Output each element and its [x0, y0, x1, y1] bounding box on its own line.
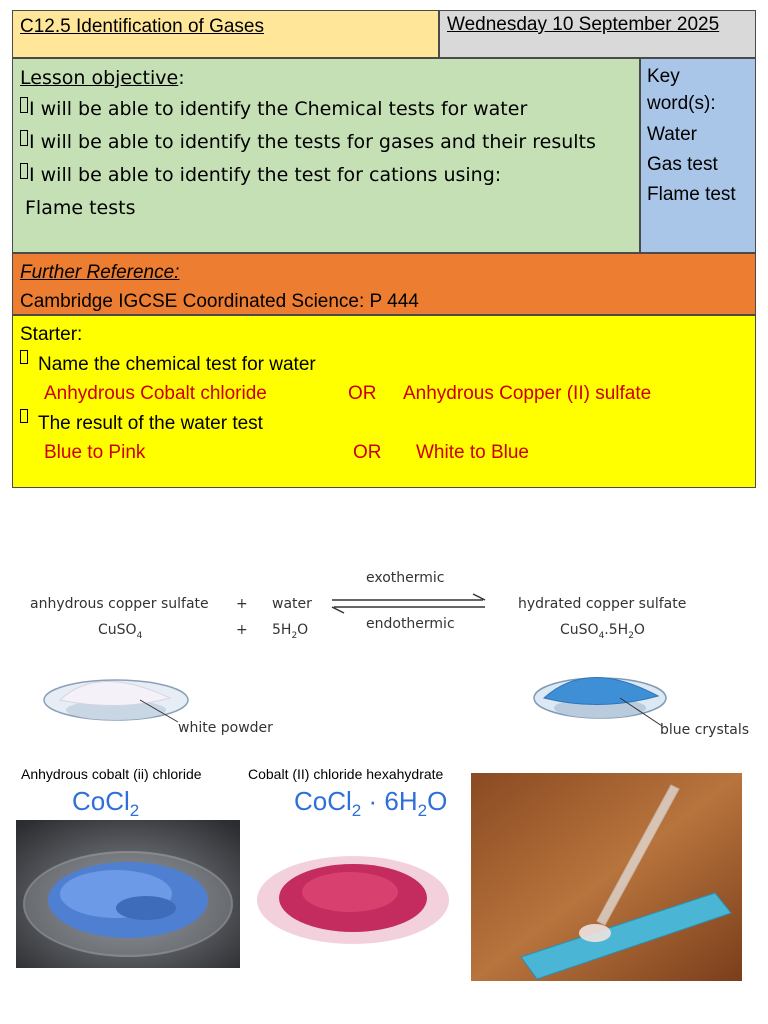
forward-label: exothermic: [366, 570, 445, 586]
starter-question-1: Name the chemical test for water: [38, 353, 316, 375]
answer-2-left: Blue to Pink: [44, 442, 146, 463]
keywords-heading: Key word(s):: [647, 66, 716, 114]
bullet-icon: [20, 409, 28, 423]
objective-item: [20, 93, 632, 126]
white-powder-caption: white powder: [178, 720, 273, 736]
answer-2-or: OR: [353, 442, 382, 463]
reactant-2-formula: $5H_2O$: [272, 622, 309, 641]
answer-1-right: Anhydrous Copper (II) sulfate: [403, 383, 652, 404]
cobalt-paper-test-photo: [471, 773, 742, 981]
product-formula: $CuSO_4.5H_2O$: [560, 622, 645, 641]
objective-colon: :: [178, 67, 185, 89]
objective-sub-item: Flame tests: [25, 197, 136, 219]
objective-heading-text: Lesson objective: [20, 67, 179, 89]
starter-question-2: The result of the water test: [38, 412, 263, 434]
objective-item: [20, 159, 632, 192]
answer-1-left: Anhydrous Cobalt chloride: [44, 383, 267, 404]
reactant-1-label: anhydrous copper sulfate: [30, 596, 209, 612]
plus-sign: +: [236, 622, 248, 638]
reference-text: Cambridge IGCSE Coordinated Science: P 444: [20, 291, 419, 312]
bullet-icon: [20, 97, 28, 113]
lesson-title: C12.5 Identification of Gases: [12, 10, 439, 58]
anhydrous-cobalt-label: Anhydrous cobalt (ii) chloride: [21, 766, 202, 782]
objective-heading: [20, 63, 632, 93]
objective-panel: [12, 58, 640, 253]
objective-item-text: I will be able to identify the Chemical tests for water: [29, 98, 528, 120]
objective-item-text: I will be able to identify the test for cations using:: [29, 164, 502, 186]
objective-item: [20, 126, 632, 159]
bullet-icon: [20, 130, 28, 146]
reference-heading: Further Reference:: [20, 262, 180, 283]
cobalt-hexahydrate-label: Cobalt (II) chloride hexahydrate: [248, 766, 444, 782]
lesson-date: Wednesday 10 September 2025: [439, 10, 756, 58]
keyword-item: Gas test: [647, 154, 718, 175]
answer-2-right: White to Blue: [416, 442, 529, 463]
reactant-1-formula: CuSO$_4$: [98, 622, 143, 641]
product-label: hydrated copper sulfate: [518, 596, 687, 612]
anhydrous-cobalt-photo: [16, 820, 240, 968]
answer-1-or: OR: [348, 383, 377, 404]
objective-item-text: I will be able to identify the tests for gases and their results: [29, 131, 596, 153]
keyword-item: Flame test: [647, 184, 736, 205]
starter-heading: Starter:: [20, 324, 83, 345]
plus-sign: +: [236, 596, 248, 612]
cobalt-hexahydrate-photo: [240, 820, 466, 968]
copper-sulfate-diagram: [0, 560, 768, 750]
keyword-item: Water: [647, 124, 697, 145]
cobalt-hexahydrate-formula: CoCl$_2$ · $6H_2O$: [294, 786, 448, 821]
anhydrous-cobalt-formula: CoCl$_2$: [72, 786, 140, 821]
starter-panel: [12, 315, 756, 488]
backward-label: endothermic: [366, 616, 455, 632]
blue-crystals-caption: blue crystals: [660, 722, 749, 738]
keywords-panel: [640, 58, 756, 253]
reactant-2-label: water: [272, 596, 312, 612]
reference-panel: [12, 253, 756, 315]
bullet-icon: [20, 163, 28, 179]
equilibrium-arrow-icon: [328, 592, 490, 614]
bullet-icon: [20, 350, 28, 364]
